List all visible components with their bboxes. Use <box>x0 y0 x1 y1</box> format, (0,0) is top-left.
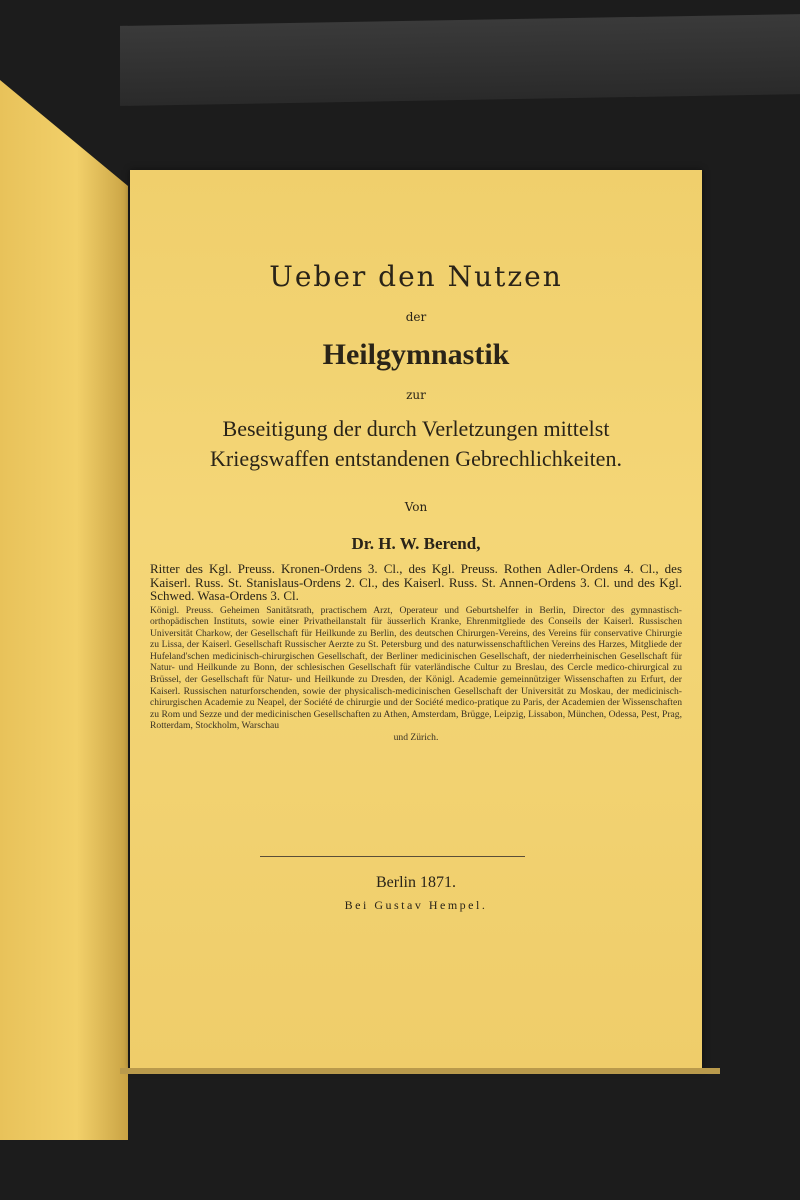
divider-rule <box>260 856 525 857</box>
title-line-1: Ueber den Nutzen <box>269 260 563 293</box>
publisher: Bei Gustav Hempel. <box>344 898 488 912</box>
credentials-memberships: Königl. Preuss. Geheimen Sanitätsrath, practischem Arzt, Operateur und Geburtshelfer in Berlin, Director des gymnastisch-orthopädischen Instituts, sowie einer Privatheilanstalt für äusserlich Kranke, Ehrenmitgliede des Conseils der Kaiserl. Russischen Universität Charkow, der Gesellschaft für Heilkunde zu Berlin, des deutschen Chirurgen-Vereins, des Vereins für conservative Chirurgie zu Lissa, der Kaiserl. Gesellschaft Russischer Aerzte zu St. Petersburg und des naturwissenschaftlichen Vereins des Harzes, Mitgliede der Hufeland'schen medicinisch-chirurgischen Gesellschaft, der Berliner medicinischen Gesellschaft, der niederrheinischen Gesellschaft für Natur- und Heilkunde zu Bonn, der schlesischen Gesellschaft für vaterländische Cultur zu Breslau, des Cercle medico-chirurgical zu Brüssel, der Gesellschaft für Natur- und Heilkunde zu Dresden, der Königl. Academie gemeinnütziger Wissenschaften zu Erfurt, der Kaiserl. Russischen naturforschenden, sowie der physicalisch-medicinischen Gesellschaft der Universität zu Moskau, der medicinisch-chirurgischen Academie zu Neapel, der Société de chirurgie und der Société medico-pratique zu Paris, der Academien der Wissenschaften zu Rom und Sezze und der medicinischen Gesellschaften zu Athen, Amsterdam, Brügge, Leipzig, Lissabon, München, Odessa, Pest, Prag, Rotterdam, Stockholm, Warschau <box>150 604 682 732</box>
background-shelf <box>120 14 800 106</box>
author-name: Dr. H. W. Berend, <box>351 534 481 553</box>
page-edge <box>120 1068 720 1074</box>
title-line-2: der <box>405 310 427 324</box>
title-page <box>130 170 702 1070</box>
author-credentials <box>150 562 682 743</box>
place-and-year: Berlin 1871. <box>376 874 456 891</box>
facing-page <box>0 80 128 1140</box>
credentials-end: und Zürich. <box>393 732 439 744</box>
by-line: Von <box>404 500 428 514</box>
main-title: Heilgymnastik <box>322 338 510 371</box>
subtitle-line-2: Kriegswaffen entstandenen Gebrechlichkeiten. <box>210 446 622 471</box>
title-line-4: zur <box>406 388 426 402</box>
subtitle-line-1: Beseitigung der durch Verletzungen mittelst <box>222 416 610 441</box>
credentials-orders: Ritter des Kgl. Preuss. Kronen-Ordens 3. Cl., des Kgl. Preuss. Rothen Adler-Ordens 4. Cl., des Kaiserl. Russ. St. Stanislaus-Ordens 2. Cl., des Kaiserl. Russ. St. Annen-Ordens 3. Cl. und des Kgl. Schwed. Wasa-Ordens 3. Cl. <box>150 561 682 603</box>
